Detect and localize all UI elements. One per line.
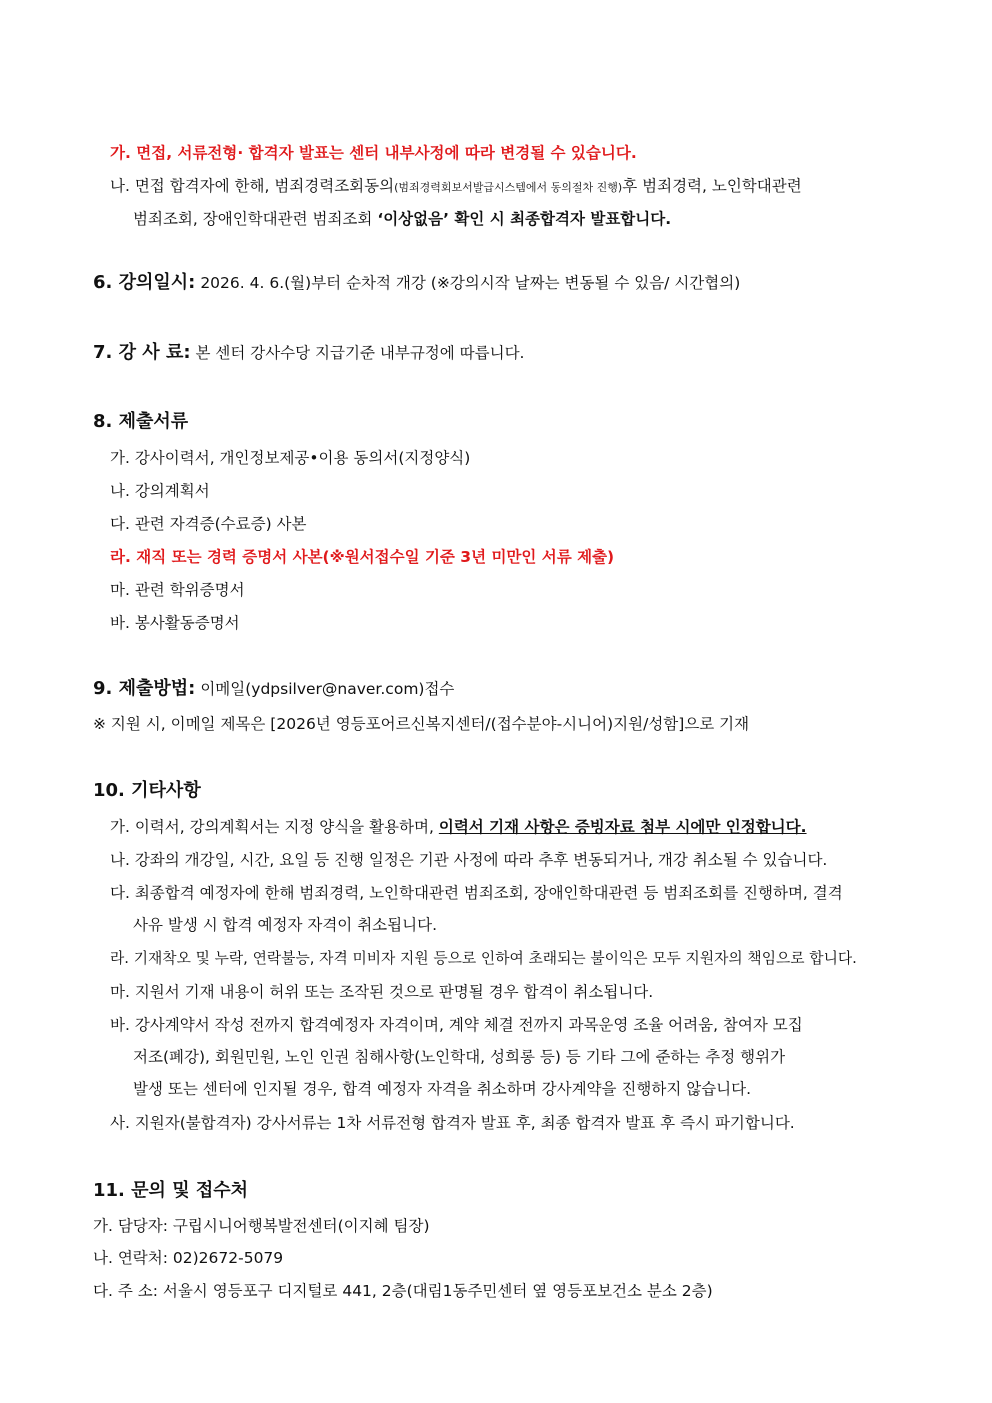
notice-item-na-line2 [133, 208, 671, 230]
notice-na-text-b: 후 범죄경력, 노인학대관련 [622, 177, 802, 195]
section-8-item: 마. 관련 학위증명서 [110, 581, 245, 599]
notice-na-small-text: (범죄경력회보서발급시스템에서 동의절차 진행) [394, 181, 623, 194]
notice-na2-text-a: 범죄조회, 장애인학대관련 범죄조회 [133, 210, 378, 228]
section-11-item: 다. 주 소: 서울시 영등포구 디지털로 441, 2층(대림1동주민센터 옆 영등포보건소 분소 2층) [93, 1282, 713, 1300]
section-6-value: 2026. 4. 6.(월)부터 순차적 개강 (※강의시작 날짜는 변동될 수 있음/ 시간협의) [195, 274, 741, 292]
section-9-submission-method [93, 678, 454, 700]
section-9-note: ※ 지원 시, 이메일 제목은 [2026년 영등포어르신복지센터/(접수분야-시니어)지원/성함]으로 기재 [93, 715, 750, 733]
section-7-value: 본 센터 강사수당 지급기준 내부규정에 따릅니다. [190, 344, 525, 362]
section-6-label: 6. 강의일시: [93, 272, 196, 293]
section-11-title: 11. 문의 및 접수처 [93, 1180, 249, 1201]
section-10-item-na: 나. 강좌의 개강일, 시간, 요일 등 진행 일정은 기관 사정에 따라 추후 변동되거나, 개강 취소될 수 있습니다. [110, 851, 828, 869]
section-8-item-highlight: 라. 재직 또는 경력 증명서 사본(※원서접수일 기준 3년 미만인 서류 제출) [110, 548, 615, 566]
notice-item-na-line1 [110, 175, 802, 199]
section-9-label: 9. 제출방법: [93, 678, 196, 699]
section-10-item-ma: 마. 지원서 기재 내용이 허위 또는 조작된 것으로 판명될 경우 합격이 취소됩니다. [110, 983, 654, 1001]
section-10-ga-underlined: 이력서 기재 사항은 증빙자료 첨부 시에만 인정합니다. [438, 818, 807, 836]
section-10-item-sa: 사. 지원자(불합격자) 강사서류는 1차 서류전형 합격자 발표 후, 최종 합격자 발표 후 즉시 파기합니다. [110, 1114, 795, 1132]
section-8-item: 다. 관련 자격증(수료증) 사본 [110, 515, 307, 533]
section-9-value: 이메일(ydpsilver@naver.com)접수 [195, 680, 455, 698]
section-10-title: 10. 기타사항 [93, 780, 201, 801]
section-10-item-da-line2: 사유 발생 시 합격 예정자 자격이 취소됩니다. [133, 916, 438, 934]
section-10-item-ba-line2: 저조(폐강), 회원민원, 노인 인권 침해사항(노인학대, 성희롱 등) 등 기타 그에 준하는 추정 행위가 [133, 1048, 786, 1066]
section-10-item-ga [110, 816, 807, 838]
section-7-lecture-fee [93, 342, 524, 364]
notice-item-ga: 가. 면접, 서류전형· 합격자 발표는 센터 내부사정에 따라 변경될 수 있습니다. [110, 144, 637, 162]
section-8-title: 8. 제출서류 [93, 411, 189, 432]
section-8-item: 가. 강사이력서, 개인정보제공•이용 동의서(지정양식) [110, 449, 471, 467]
notice-na-text-a: 나. 면접 합격자에 한해, 범죄경력조회동의 [110, 177, 395, 195]
section-6-lecture-date [93, 272, 740, 294]
section-11-item: 나. 연락처: 02)2672-5079 [93, 1249, 284, 1267]
section-10-ga-text: 가. 이력서, 강의계획서는 지정 양식을 활용하며, [110, 818, 439, 836]
section-8-item: 바. 봉사활동증명서 [110, 614, 240, 632]
section-10-item-ra: 라. 기재착오 및 누락, 연락불능, 자격 미비자 지원 등으로 인하여 초래되는 불이익은 모두 지원자의 책임으로 합니다. [110, 950, 857, 967]
section-7-label: 7. 강 사 료: [93, 342, 191, 363]
section-8-item: 나. 강의계획서 [110, 482, 210, 500]
section-10-item-ba-line1: 바. 강사계약서 작성 전까지 합격예정자 자격이며, 계약 체결 전까지 과목운영 조율 어려움, 참여자 모집 [110, 1016, 803, 1034]
notice-na2-bold: ‘이상없음’ 확인 시 최종합격자 발표합니다. [377, 210, 672, 228]
section-10-item-da-line1: 다. 최종합격 예정자에 한해 범죄경력, 노인학대관련 범죄조회, 장애인학대관련 등 범죄조회를 진행하며, 결격 [110, 884, 843, 902]
section-11-item: 가. 담당자: 구립시니어행복발전센터(이지혜 팀장) [93, 1217, 430, 1235]
section-10-item-ba-line3: 발생 또는 센터에 인지될 경우, 합격 예정자 자격을 취소하며 강사계약을 진행하지 않습니다. [133, 1080, 752, 1098]
